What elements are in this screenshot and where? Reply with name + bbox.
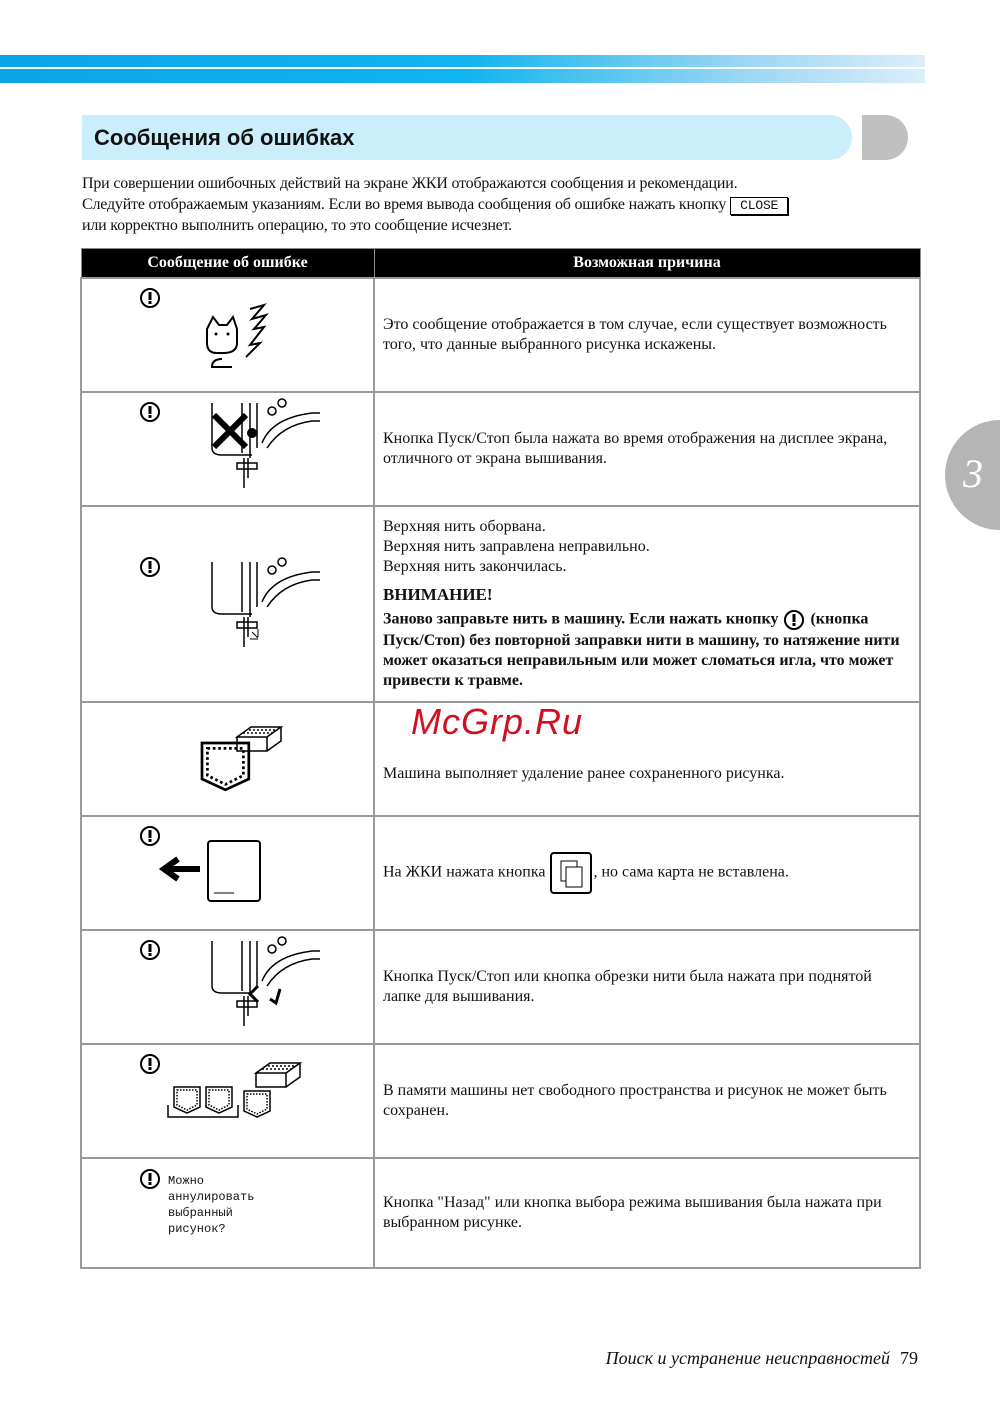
table-row: [81, 930, 920, 1044]
card-not-inserted-icon: [82, 817, 373, 923]
chapter-tab: [945, 420, 1000, 530]
table-row: [81, 392, 920, 506]
table-row: [81, 1044, 920, 1158]
cause-cell: [374, 702, 920, 816]
presser-foot-raised-icon: [82, 931, 373, 1037]
table-row: [81, 1158, 920, 1268]
warning-text: (кнопка Пуск/Стоп) без повторной заправки нити в машину, то натяжение нити может оказаться неправильным или может сломаться игла, что может привести к травме.: [383, 610, 900, 689]
lcd-line: аннулировать: [168, 1189, 255, 1204]
cause-text: Кнопка Пуск/Стоп была нажата во время отображения на дисплее экрана, отличного от экрана вышивания.: [374, 392, 920, 506]
error-table: [80, 248, 921, 1269]
cause-text: В памяти машины нет свободного пространства и рисунок не может быть сохранен.: [374, 1044, 920, 1158]
cause-text: Кнопка "Назад" или кнопка выбора режима вышивания была нажата при выбранном рисунке.: [374, 1158, 920, 1268]
close-button-label: CLOSE: [730, 197, 788, 215]
table-row: [81, 816, 920, 930]
cause-text: Это сообщение отображается в том случае, если существует возможность того, что данные выбранного рисунка искажены.: [374, 278, 920, 392]
lcd-message: [168, 1173, 254, 1237]
cause-text: Верхняя нить заправлена неправильно.: [383, 537, 650, 555]
lcd-line: выбранный: [168, 1205, 233, 1220]
table-row: [81, 278, 920, 392]
title-bar: [82, 115, 852, 160]
footer-section: Поиск и устранение неисправностей: [605, 1348, 890, 1368]
cause-text-a: На ЖКИ нажата кнопка: [383, 863, 546, 881]
title-cap: [862, 115, 908, 160]
deleting-pattern-icon: [82, 703, 373, 809]
intro-line: При совершении ошибочных действий на экране ЖКИ отображаются сообщения и рекомендации.: [82, 175, 738, 192]
cause-text: Верхняя нить оборвана.: [383, 517, 546, 535]
watermark: McGrp.Ru: [411, 700, 584, 742]
intro-line: или корректно выполнить операцию, то это сообщение исчезнет.: [82, 217, 512, 234]
lcd-line: рисунок?: [168, 1221, 226, 1236]
cause-text: Кнопка Пуск/Стоп или кнопка обрезки нити была нажата при поднятой лапке для вышивания.: [374, 930, 920, 1044]
lcd-line: Можно: [168, 1173, 205, 1188]
header-cause: Возможная причина: [374, 249, 920, 278]
start-stop-not-embroidery-screen-icon: [82, 393, 373, 499]
warning-title: ВНИМАНИЕ!: [383, 584, 493, 604]
cause-text: [374, 816, 920, 930]
header-band: [0, 55, 925, 83]
card-button-icon: [549, 851, 593, 895]
header-message: Сообщение об ошибке: [81, 249, 374, 278]
intro-line: Следуйте отображаемым указаниям. Если во время вывода сообщения об ошибке нажать кнопку: [82, 196, 727, 213]
footer: [606, 1348, 918, 1369]
cause-text: Машина выполняет удаление ранее сохраненного рисунка.: [383, 764, 785, 782]
cause-text: Верхняя нить закончилась.: [383, 557, 567, 575]
start-stop-button-icon: [782, 609, 806, 631]
warning-text: Заново заправьте нить в машину. Если нажать кнопку: [383, 610, 779, 628]
table-row: [81, 506, 920, 702]
upper-thread-broken-icon: [82, 507, 373, 695]
warning-block: [383, 585, 911, 691]
intro-text: [80, 173, 921, 236]
memory-full-icon: [82, 1045, 373, 1151]
table-row: [81, 702, 920, 816]
corrupted-pattern-cat-icon: [82, 279, 373, 385]
page-number: 79: [900, 1348, 918, 1368]
cause-text-b: , но сама карта не вставлена.: [593, 863, 789, 881]
page-title: Сообщения об ошибках: [94, 125, 355, 150]
chapter-number: 3: [963, 451, 983, 496]
content: [80, 173, 921, 1269]
